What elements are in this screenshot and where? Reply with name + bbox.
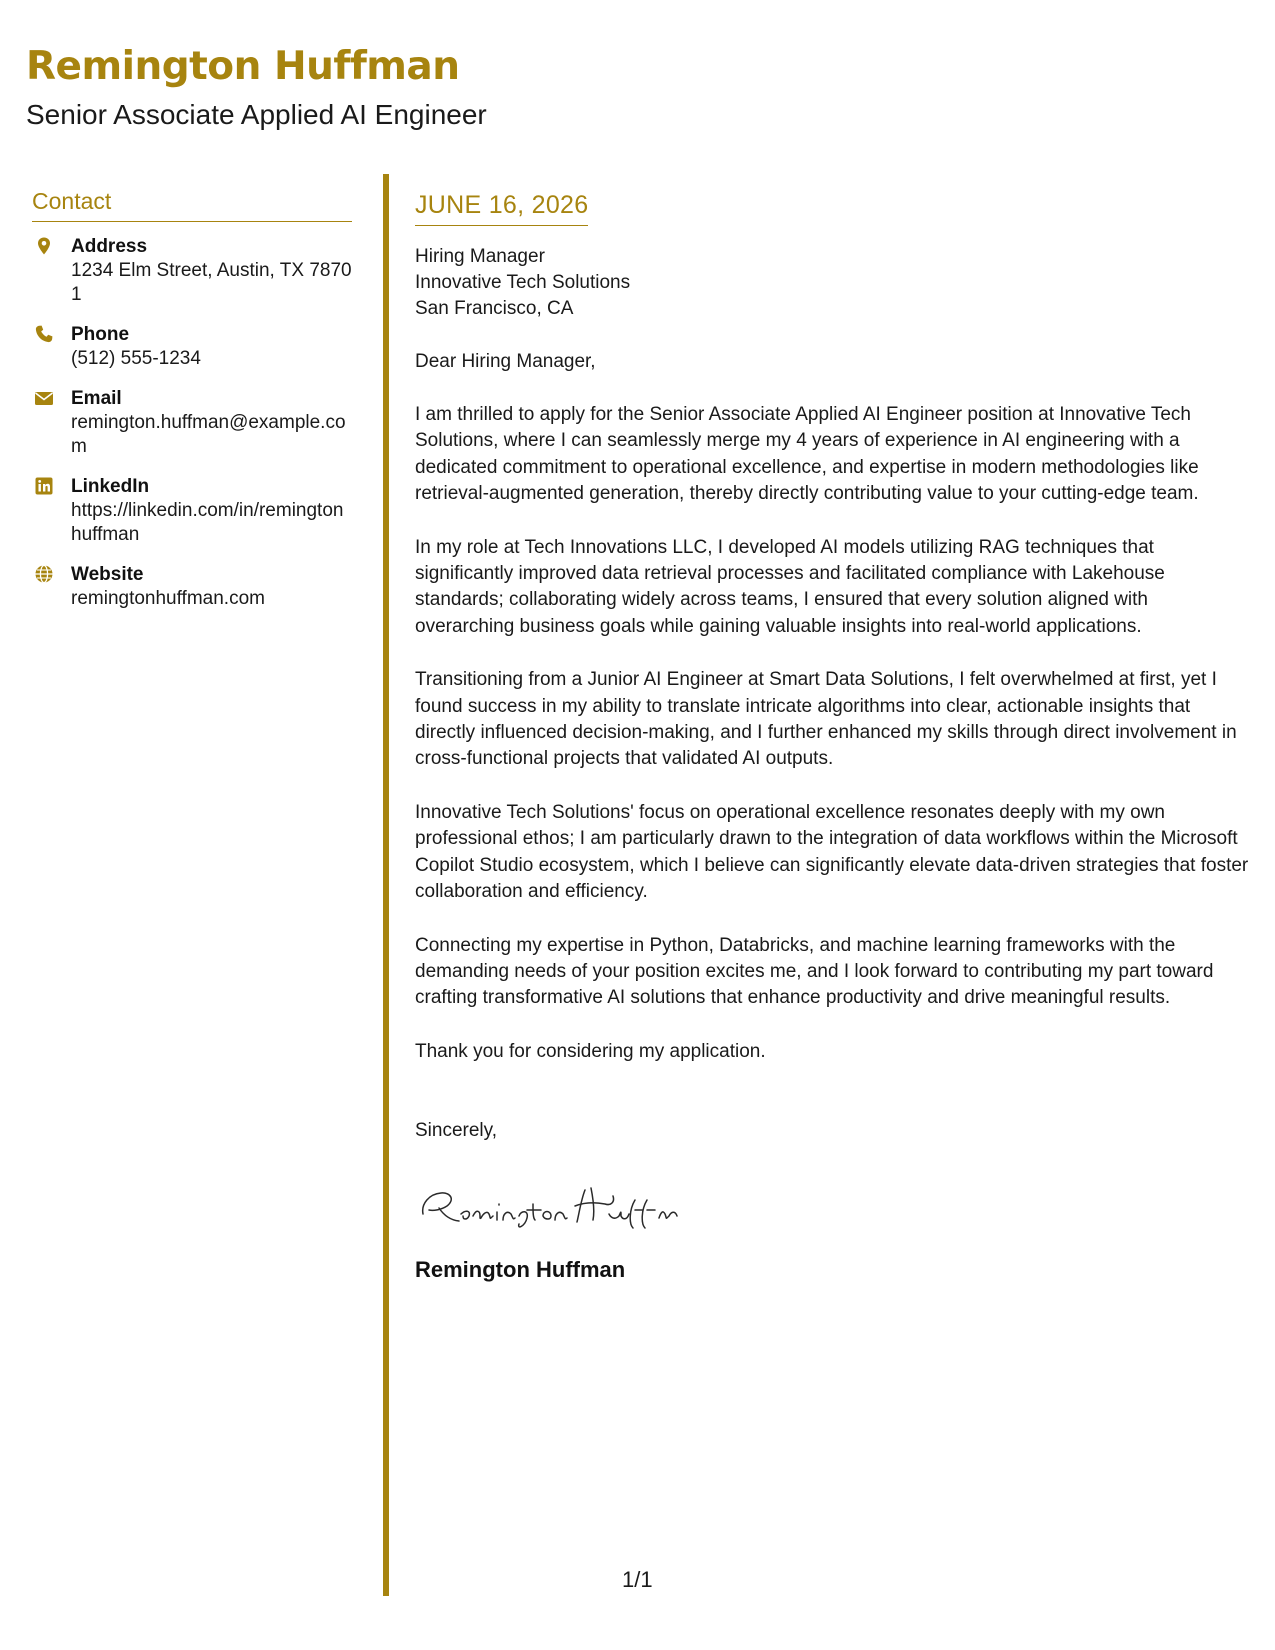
website-value[interactable]: remingtonhuffman.com [71, 587, 265, 609]
email-value[interactable]: remington.huffman@example.com [71, 411, 346, 457]
phone-icon [34, 324, 54, 344]
recipient-line: San Francisco, CA [415, 298, 574, 319]
contact-label: Website [71, 563, 144, 585]
recipient-line: Innovative Tech Solutions [415, 272, 631, 293]
job-title: Senior Associate Applied AI Engineer [26, 99, 487, 130]
contact-item-address [32, 235, 352, 307]
contact-item-phone [32, 323, 352, 371]
contact-heading: Contact [32, 188, 352, 222]
envelope-icon [34, 388, 54, 408]
signer-name: Remington Huffman [415, 1257, 626, 1283]
closing: Sincerely, [415, 1120, 498, 1142]
body-paragraph: In my role at Tech Innovations LLC, I developed AI models utilizing RAG techniques that significantly improved data retrieval processes and facilitated compliance with Lakehouse standards; collaborating widely across teams, I ensured that every solution aligned with overarching business goals while gaining valuable insights into real-world applications. [415, 536, 1165, 637]
linkedin-icon [34, 476, 54, 496]
letter-body [415, 190, 1250, 1284]
salutation: Dear Hiring Manager, [415, 351, 596, 372]
contact-item-linkedin [32, 475, 352, 547]
candidate-name: Remington Huffman [26, 44, 460, 89]
page-number: 1/1 [622, 1567, 653, 1592]
linkedin-value[interactable]: https://linkedin.com/in/remingtonhuffman [71, 499, 344, 545]
contact-label: Phone [71, 323, 130, 345]
thank-you-line: Thank you for considering my application. [415, 1040, 766, 1062]
body-paragraph: I am thrilled to apply for the Senior Associate Applied AI Engineer position at Innovative Tech Solutions, where I can seamlessly merge my 4 years of experience in AI engineering with a dedicated commitment to operational excellence, and expertise in modern methodologies like retrieval-augmented generation, thereby directly contributing value to your cutting-edge team. [415, 404, 1199, 505]
contact-sidebar [32, 188, 352, 627]
body-paragraph: Innovative Tech Solutions' focus on operational excellence resonates deeply with my own professional ethos; I am particularly drawn to the integration of data workflows within the Microsoft Copilot Studio ecosystem, which I believe can significantly elevate data-driven strategies that foster collaboration and efficiency. [415, 801, 1249, 903]
contact-label: Address [71, 235, 148, 257]
recipient-block [415, 244, 1250, 322]
contact-item-email [32, 387, 352, 459]
globe-icon [34, 564, 54, 584]
phone-value: (512) 555-1234 [71, 347, 201, 369]
body-paragraph: Connecting my expertise in Python, Databricks, and machine learning frameworks with the demanding needs of your position excites me, and I look forward to contributing my part toward crafting transformative AI solutions that enhance productivity and drive meaningful results. [415, 934, 1214, 1009]
contact-label: Email [71, 387, 122, 409]
address-value: 1234 Elm Street, Austin, TX 78701 [71, 259, 352, 305]
body-paragraph: Transitioning from a Junior AI Engineer at Smart Data Solutions, I felt overwhelmed at first, yet I found success in my ability to translate intricate algorithms into clear, actionable insights that directly influenced decision-making, and I further enhanced my skills through direct involvement in cross-functional projects that validated AI outputs. [415, 669, 1237, 770]
contact-item-website [32, 563, 352, 611]
map-pin-icon [34, 236, 54, 256]
contact-label: LinkedIn [71, 475, 150, 497]
recipient-line: Hiring Manager [415, 246, 545, 267]
signature-image [415, 1174, 695, 1234]
vertical-divider [383, 174, 389, 1596]
letter-date: JUNE 16, 2026 [415, 190, 588, 226]
